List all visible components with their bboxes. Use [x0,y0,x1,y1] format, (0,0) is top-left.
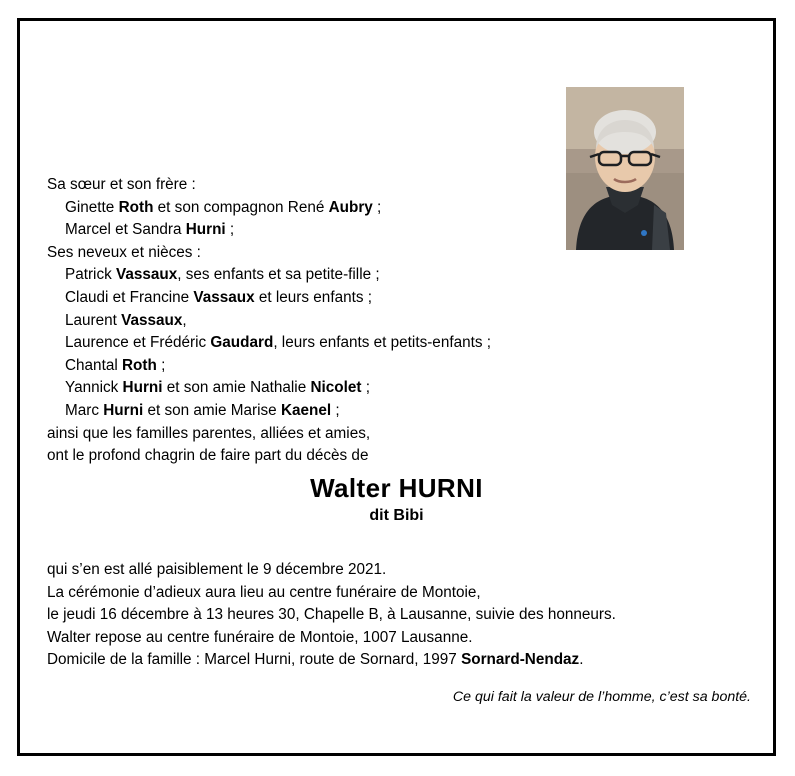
member-text-post: ; [372,198,382,216]
closing-line-1: ainsi que les familles parentes, alliées et amies, [47,424,371,442]
member-surname-2: Aubry [328,198,373,216]
deceased-alias: dit Bibi [369,507,424,524]
member-text-pre: Laurent [65,311,122,329]
member-surname: Vassaux [116,266,178,284]
member-text-post: ; [225,221,235,239]
address-locality: Sornard-Nendaz [461,651,580,669]
member-text-mid: et son amie Marise [143,401,281,419]
list-item [47,377,747,400]
family-intro-2: Ses neveux et nièces : [47,243,201,261]
list-item [47,400,747,423]
detail-line: La cérémonie d’adieux aura lieu au centre funéraire de Montoie, [47,583,481,601]
member-text-pre: Yannick [65,379,123,397]
member-text-mid: , ses enfants et sa petite-fille ; [177,266,380,284]
list-item [47,197,747,220]
member-text-mid: et leurs enfants ; [254,288,372,306]
member-surname-2: Nicolet [310,379,362,397]
member-surname: Gaudard [210,334,274,352]
list-item [47,219,747,242]
closing-line-2: ont le profond chagrin de faire part du décès de [47,447,369,465]
list-item [47,264,747,287]
member-surname: Hurni [185,221,226,239]
member-surname: Roth [118,198,154,216]
member-surname: Vassaux [121,311,183,329]
notice-inner [20,21,773,753]
member-text-post: ; [361,379,370,397]
deceased-name: Walter HURNI [310,473,483,503]
member-text-post: ; [331,401,340,419]
member-text-pre: Marc [65,401,104,419]
deceased-name-block [20,473,773,527]
list-item [47,287,747,310]
detail-line: le jeudi 16 décembre à 13 heures 30, Chapelle B, à Lausanne, suivie des honneurs. [47,606,616,624]
address-text-pre: Domicile de la famille : Marcel Hurni, route de Sornard, 1997 [47,651,462,669]
death-notice-card [17,18,776,756]
list-item [47,310,747,333]
member-text-pre: Ginette [65,198,119,216]
member-text-mid: , [182,311,187,329]
member-text-pre: Laurence et Frédéric [65,334,211,352]
member-surname: Hurni [103,401,144,419]
member-text-pre: Claudi et Francine [65,288,194,306]
list-item [47,355,747,378]
member-surname-2: Kaenel [280,401,332,419]
member-surname: Roth [121,356,157,374]
member-text-mid: et son compagnon René [153,198,329,216]
member-text-pre: Chantal [65,356,122,374]
member-text-mid: ; [156,356,166,374]
member-text-pre: Patrick [65,266,116,284]
detail-line: qui s’en est allé paisiblement le 9 décembre 2021. [47,561,387,578]
member-text-mid: , leurs enfants et petits-enfants ; [273,334,491,352]
family-listing [47,174,747,468]
ceremony-details [47,559,757,672]
list-item [47,332,747,355]
address-text-post: . [579,651,584,669]
member-text-mid: et son amie Nathalie [162,379,311,397]
member-surname: Vassaux [193,288,255,306]
memorial-quote: Ce qui fait la valeur de l’homme, c’est sa bonté. [452,689,751,705]
member-surname: Hurni [122,379,163,397]
member-text-pre: Marcel et Sandra [65,221,186,239]
detail-line: Walter repose au centre funéraire de Montoie, 1007 Lausanne. [47,628,473,646]
family-intro-1: Sa sœur et son frère : [47,176,196,193]
family-address-line [47,649,757,672]
